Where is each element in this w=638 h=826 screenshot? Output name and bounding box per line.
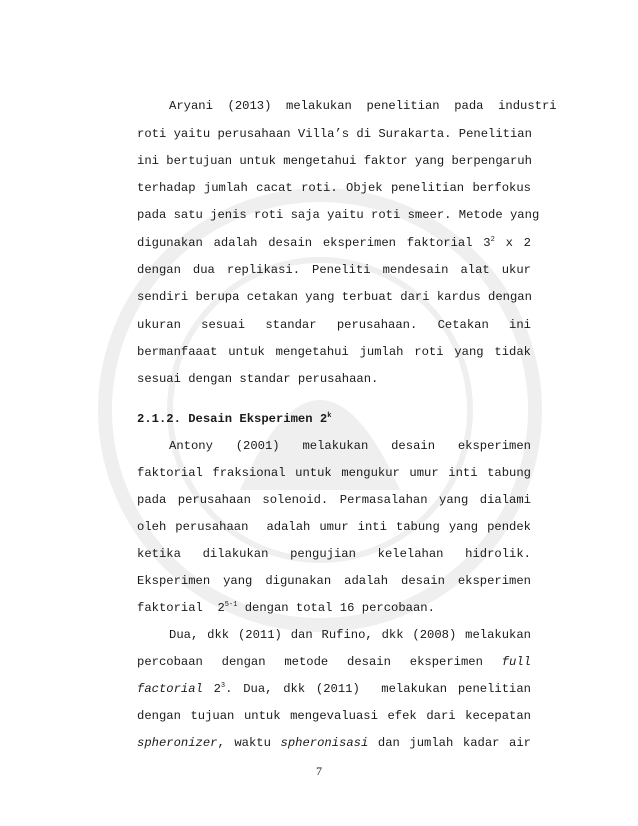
exponent-base: 2	[319, 412, 328, 426]
paragraph-line: oleh perusahaan adalah umur inti tabung yang pendek	[137, 520, 531, 534]
italic-term: factorial	[137, 682, 203, 696]
paragraph-line: ukuran sesuai standar perusahaan. Cetakan ini	[137, 318, 531, 332]
paragraph-line	[137, 682, 531, 696]
line-text: . Dua, dkk (2011) melakukan penelitian	[225, 682, 531, 696]
exponent: k	[327, 412, 332, 420]
page-number: 7	[316, 764, 322, 778]
paragraph-line: bermanfaaat untuk mengetahui jumlah roti yang tidak	[137, 345, 531, 359]
paragraph-line: roti yaitu perusahaan Villa’s di Surakarta. Penelitian	[137, 127, 532, 141]
paragraph-line: dengan dua replikasi. Peneliti mendesain alat ukur	[137, 263, 531, 277]
paragraph-line	[137, 601, 531, 615]
paragraph-line: terhadap jumlah cacat roti. Objek penelitian berfokus	[137, 181, 531, 195]
section-heading	[137, 412, 531, 426]
italic-term: spheronizer	[137, 736, 218, 750]
paragraph-line	[137, 236, 531, 250]
line-text: , waktu	[217, 736, 271, 750]
exponent-base: 2	[213, 682, 221, 696]
line-text: faktorial	[137, 601, 203, 615]
paragraph-line: pada satu jenis roti saja yaitu roti smeer. Metode yang	[137, 208, 540, 222]
section-number: 2.1.2.	[137, 412, 181, 426]
line-text: dan jumlah kadar air	[377, 736, 531, 750]
line-text: percobaan dengan metode desain eksperimen	[137, 655, 483, 669]
paragraph-line: dengan tujuan untuk mengevaluasi efek dari kecepatan	[137, 709, 531, 723]
paragraph-line: Dua, dkk (2011) dan Rufino, dkk (2008) melakukan	[169, 628, 531, 642]
paragraph-line: Aryani (2013) melakukan penelitian pada industri	[169, 99, 557, 113]
paragraph-line: Eksperimen yang digunakan adalah desain eksperimen	[137, 574, 531, 588]
paragraph-line: Antony (2001) melakukan desain eksperimen	[169, 439, 531, 453]
italic-term: spheronisasi	[280, 736, 369, 750]
paragraph-line: faktorial fraksional untuk mengukur umur inti tabung	[137, 466, 531, 480]
paragraph-line	[137, 736, 531, 750]
paragraph-line	[137, 655, 531, 669]
exponent: 2	[490, 236, 495, 244]
paragraph-line: pada perusahaan solenoid. Permasalahan yang dialami	[137, 493, 531, 507]
italic-term: full	[501, 655, 531, 669]
exponent: 5-1	[224, 601, 238, 609]
line-text: x 2	[505, 236, 531, 250]
paragraph-line: ini bertujuan untuk mengetahui faktor yang berpengaruh	[137, 154, 532, 168]
paragraph-line: sendiri berupa cetakan yang terbuat dari kardus dengan	[137, 290, 532, 304]
paragraph-line: ketika dilakukan pengujian kelelahan hidrolik.	[137, 547, 531, 561]
exponent-base: 2	[217, 601, 225, 615]
exponent-base: 3	[483, 236, 491, 250]
line-text: dengan total 16 percobaan.	[244, 601, 435, 615]
line-text: digunakan adalah desain eksperimen faktorial	[137, 236, 473, 250]
exponent: 3	[220, 682, 226, 690]
section-title: Desain Eksperimen	[188, 412, 313, 426]
paragraph-line: sesuai dengan standar perusahaan.	[137, 372, 379, 386]
